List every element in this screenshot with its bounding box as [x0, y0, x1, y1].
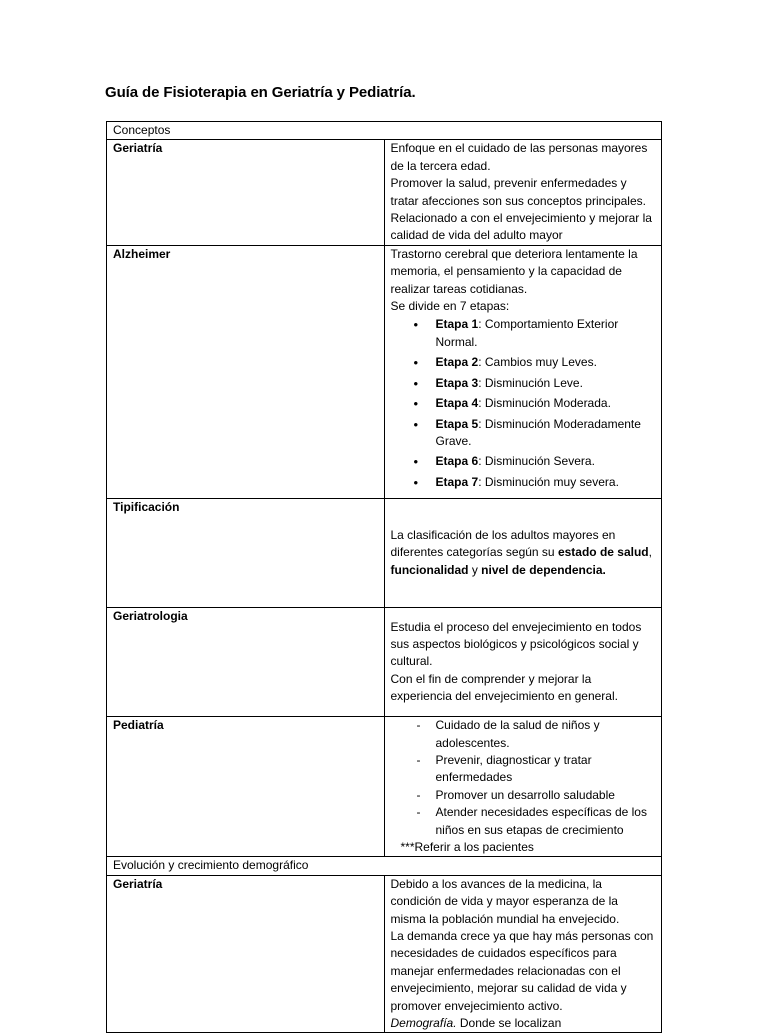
- alzheimer-stage-list: [391, 316, 656, 491]
- row-content-geriatria: [384, 140, 662, 245]
- geriatria-line-3: Relacionado a con el envejecimiento y mejorar la calidad de vida del adulto mayor: [390, 211, 652, 243]
- geriatrologia-line-1: Estudia el proceso del envejecimiento en todos sus aspectos biológicos y psicológicos social y cultural.: [390, 619, 642, 669]
- document-title: Guía de Fisioterapia en Geriatría y Pediatría.: [105, 84, 416, 101]
- list-item: - Promover un desarrollo saludable: [391, 787, 656, 804]
- list-item: [391, 375, 656, 392]
- row-label-geriatrologia: Geriatrologia: [107, 608, 385, 717]
- stage-name: Etapa 7: [435, 474, 479, 489]
- list-item: - Atender necesidades específicas de los niños en sus etapas de crecimiento: [391, 804, 656, 839]
- table-row-geriatria: [107, 140, 662, 245]
- row-content-pediatria: [384, 717, 662, 857]
- section-row-conceptos: [107, 122, 662, 140]
- geriatria2-line-2: La demanda crece ya que hay más personas con necesidades de cuidados específicos para manejar enfermedades relacionadas con el envejecimiento, mejorar su calidad de vida y promover envejecimiento activo.: [390, 929, 654, 1013]
- stage-name: Etapa 2: [435, 355, 479, 370]
- stage-desc: : Disminución muy severa.: [478, 474, 619, 489]
- stage-name: Etapa 3: [435, 375, 479, 390]
- concepts-table: [106, 121, 662, 1033]
- list-item: [391, 474, 656, 491]
- stage-desc: : Disminución Moderada.: [478, 396, 611, 411]
- geriatria-line-2: Promover la salud, prevenir enfermedades y tratar afecciones son sus conceptos principales.: [390, 176, 646, 208]
- stage-desc: : Disminución Moderadamente Grave.: [435, 416, 641, 448]
- list-item: [391, 395, 656, 412]
- section-row-evolucion: [107, 857, 662, 875]
- section-header-conceptos: Conceptos: [107, 122, 662, 140]
- stage-desc: : Comportamiento Exterior Normal.: [435, 317, 619, 349]
- stage-name: Etapa 5: [435, 416, 479, 431]
- stage-desc: : Cambios muy Leves.: [478, 355, 597, 370]
- list-item: - Prevenir, diagnosticar y tratar enfermedades: [391, 752, 656, 787]
- tipificacion-bold-2: funcionalidad: [390, 562, 469, 577]
- demografia-text: Donde se localizan: [456, 1016, 562, 1031]
- list-item: [391, 354, 656, 371]
- geriatrologia-line-2: Con el fin de comprender y mejorar la experiencia del envejecimiento en general.: [390, 671, 618, 704]
- geriatria2-line-1: Debido a los avances de la medicina, la condición de vida y mayor esperanza de la misma la población mundial ha envejecido.: [390, 876, 620, 926]
- alzheimer-intro: Trastorno cerebral que deteriora lentamente la memoria, el pensamiento y la capacidad de realizar tareas cotidianas.: [390, 246, 638, 296]
- stage-name: Etapa 6: [435, 454, 479, 469]
- section-header-evolucion: Evolución y crecimiento demográfico: [107, 857, 662, 875]
- table-row-geriatria-2: [107, 875, 662, 1033]
- list-item: [391, 416, 656, 451]
- alzheimer-divide: Se divide en 7 etapas:: [390, 299, 510, 314]
- table-row-tipificacion: [107, 499, 662, 608]
- row-label-geriatria: Geriatría: [107, 140, 385, 245]
- table-row-alzheimer: [107, 245, 662, 498]
- row-content-tipificacion: [384, 499, 662, 608]
- pediatria-list: [391, 717, 656, 839]
- tipificacion-text: La clasificación de los adultos mayores en diferentes categorías según su: [390, 528, 616, 560]
- row-content-geriatrologia: [384, 608, 662, 717]
- row-label-tipificacion: Tipificación: [107, 499, 385, 608]
- list-item: [391, 316, 656, 351]
- pediatria-note: ***Referir a los pacientes: [400, 839, 534, 854]
- row-label-alzheimer: Alzheimer: [107, 245, 385, 498]
- stage-name: Etapa 1: [435, 317, 479, 332]
- stage-desc: : Disminución Severa.: [478, 454, 595, 469]
- demografia-term: Demografía.: [390, 1016, 457, 1031]
- stage-desc: : Disminución Leve.: [478, 375, 583, 390]
- tipificacion-bold-1: estado de salud: [557, 545, 649, 560]
- tipificacion-sep-2: y: [468, 562, 482, 577]
- tipificacion-bold-3: nivel de dependencia.: [481, 562, 606, 577]
- list-item: [391, 453, 656, 470]
- row-content-alzheimer: [384, 245, 662, 498]
- table-row-pediatria: [107, 717, 662, 857]
- list-item: - Cuidado de la salud de niños y adolescentes.: [391, 717, 656, 752]
- geriatria-line-1: Enfoque en el cuidado de las personas mayores de la tercera edad.: [390, 141, 648, 173]
- stage-name: Etapa 4: [435, 396, 479, 411]
- tipificacion-sep-1: ,: [648, 545, 652, 560]
- table-row-geriatrologia: [107, 608, 662, 717]
- row-content-geriatria-2: [384, 875, 662, 1033]
- row-label-pediatria: Pediatría: [107, 717, 385, 857]
- row-label-geriatria-2: Geriatría: [107, 875, 385, 1033]
